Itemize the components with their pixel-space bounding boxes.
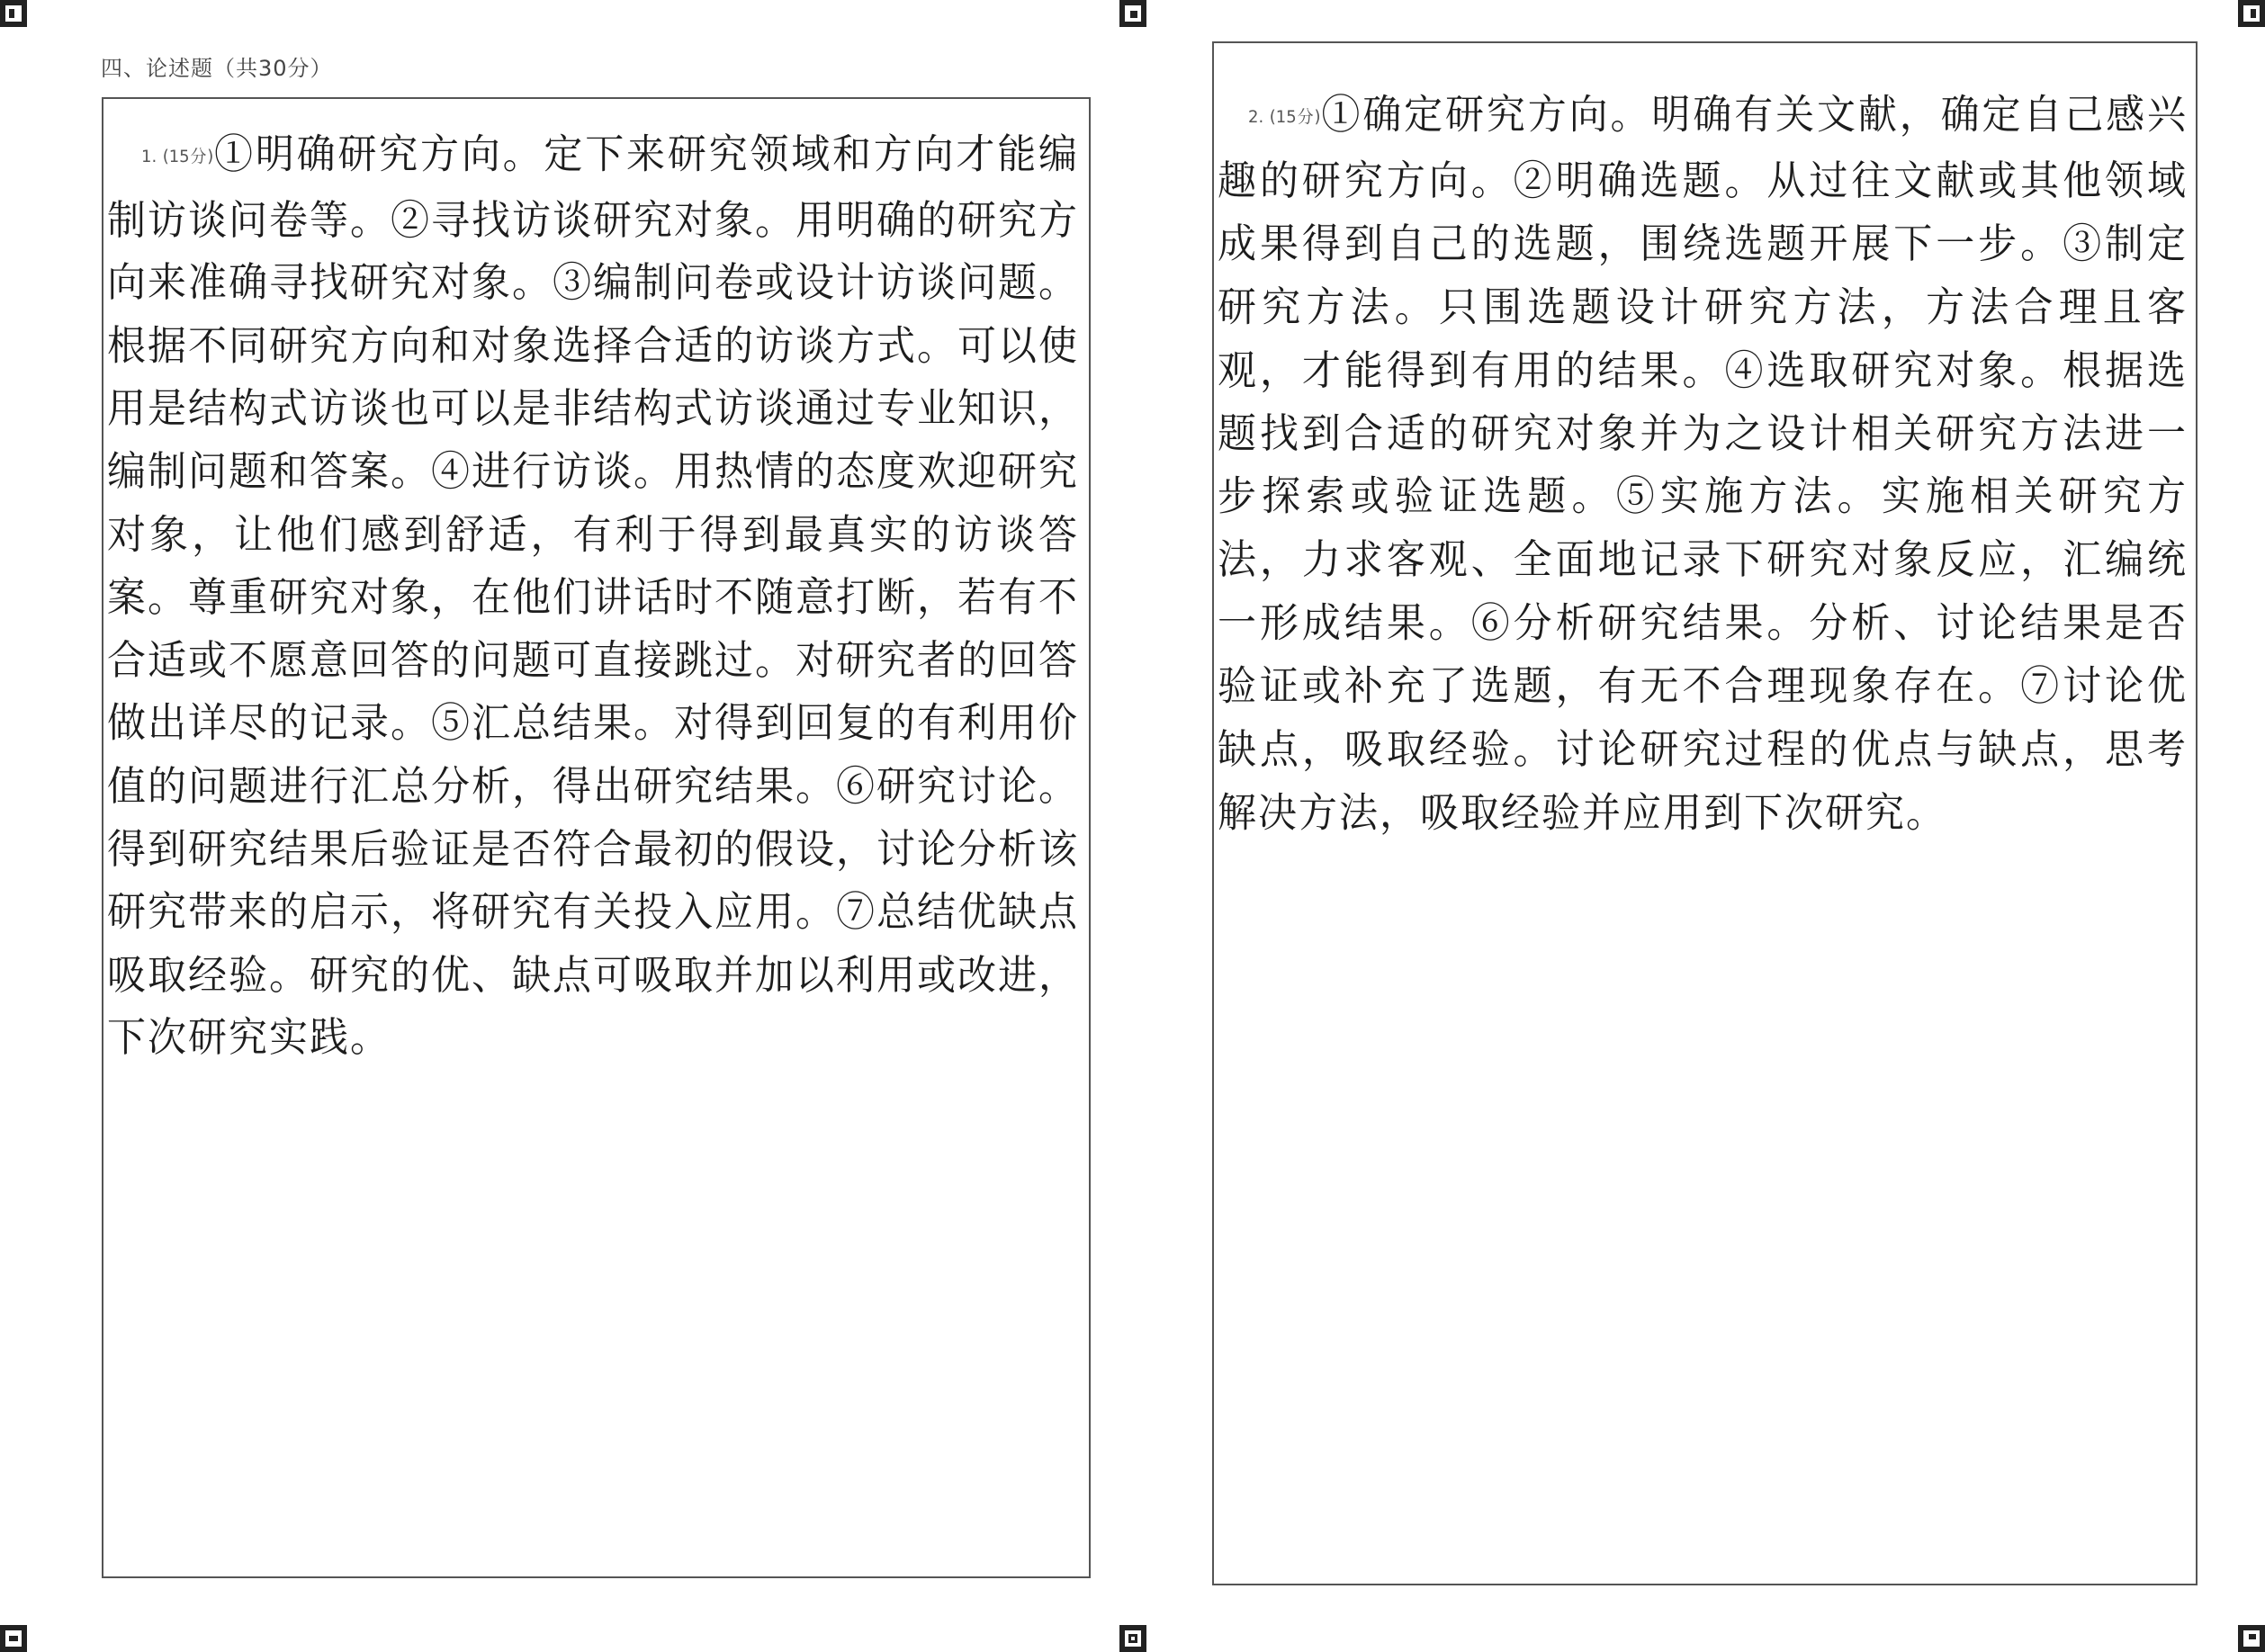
handwritten-answer: ①明确研究方向。定下来研究领域和方向才能编制访谈问卷等。②寻找访谈研究对象。用明确的研究方向来准确寻找研究对象。③编制问卷或设计访谈问题。根据不同研究方向和对象选择合适的访谈方式。可以使用是结构式访谈也可以是非结构式访谈通过专业知识，编制问题和答案。④进行访谈。用热情的态度欢迎研究对象，让他们感到舒适，有利于得到最真实的访谈答案。尊重研究对象，在他们讲话时不随意打断，若有不合适或不愿意回答的问题可直接跳过。对研究者的回答做出详尽的记录。⑤汇总结果。对得到回复的有利用价值的问题进行汇总分析，得出研究结果。⑥研究讨论。得到研究结果后验证是否符合最初的假设，讨论分析该研究带来的启示，将研究有关投入应用。⑦总结优缺点吸取经验。研究的优、缺点可吸取并加以利用或改进，下次研究实践。 xyxy=(107,130,1079,1062)
registration-marker-bottom-right xyxy=(2238,1625,2265,1652)
registration-marker-top-left xyxy=(0,0,27,27)
registration-marker-bottom-center xyxy=(1119,1625,1146,1652)
question-label: 1. (15分) xyxy=(141,147,214,167)
section-header: 四、论述题（共30分） xyxy=(101,56,333,81)
answer-text-question-2 xyxy=(1218,84,2188,845)
question-label: 2. (15分) xyxy=(1248,107,1321,128)
answer-text-question-1 xyxy=(107,123,1079,1070)
registration-marker-bottom-left xyxy=(0,1625,27,1652)
handwritten-answer: ①确定研究方向。明确有关文献，确定自己感兴趣的研究方向。②明确选题。从过往文献或其他领域成果得到自己的选题，围绕选题开展下一步。③制定研究方法。只围选题设计研究方法，方法合理且客观，才能得到有用的结果。④选取研究对象。根据选题找到合适的研究对象并为之设计相关研究方法进一步探索或验证选题。⑤实施方法。实施相关研究方法，力求客观、全面地记录下研究对象反应，汇编统一形成结果。⑥分析研究结果。分析、讨论结果是否验证或补充了选题，有无不合理现象存在。⑦讨论优缺点，吸取经验。讨论研究过程的优点与缺点，思考解决方法，吸取经验并应用到下次研究。 xyxy=(1218,91,2188,837)
registration-marker-top-right xyxy=(2238,0,2265,27)
registration-marker-top-center xyxy=(1119,0,1146,27)
answer-box-question-2[interactable] xyxy=(1212,41,2198,1585)
answer-box-question-1[interactable] xyxy=(102,97,1091,1578)
